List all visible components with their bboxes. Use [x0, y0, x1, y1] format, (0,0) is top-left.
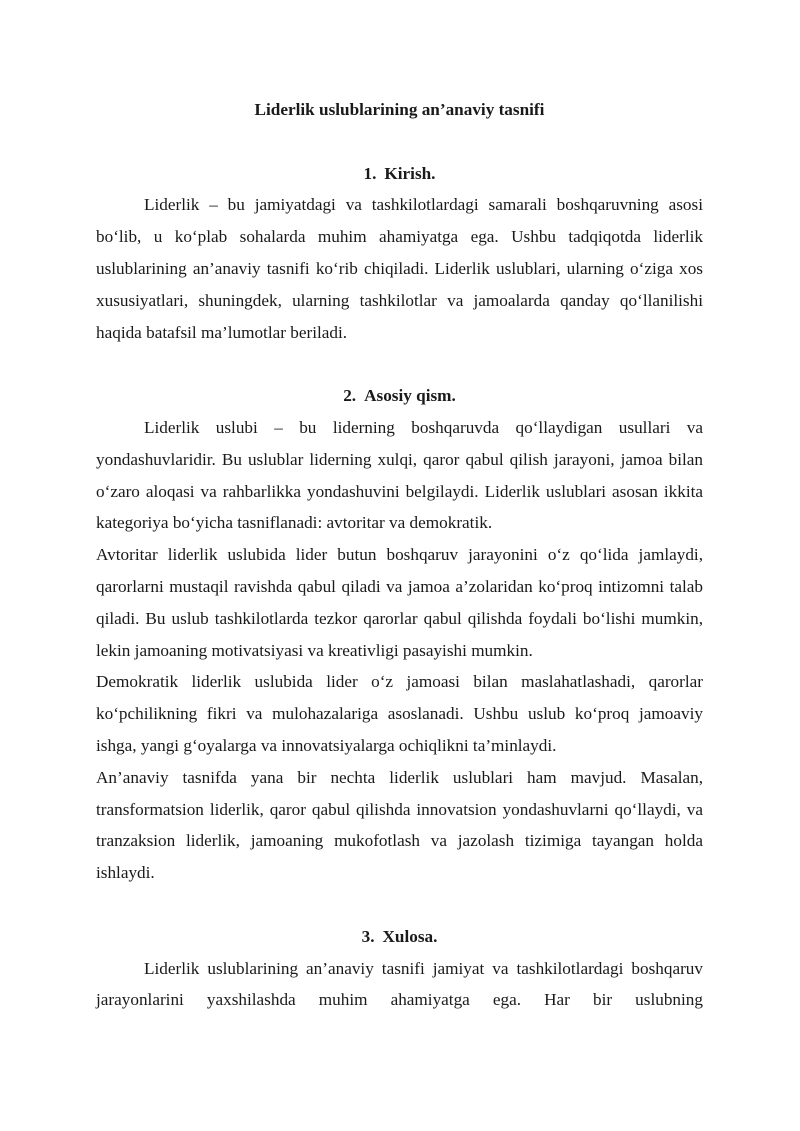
section-heading-kirish	[96, 158, 703, 190]
section-title: Asosiy qism.	[364, 386, 456, 406]
paragraph: Avtoritar liderlik uslubida lider butun boshqaruv jarayonini o‘z qo‘lida jamlaydi, qarorlarni mustaqil ravishda qabul qiladi va jamoa a’zolaridan ko‘proq intizomni talab qiladi. Bu uslub tashkilotlarda tezkor qarorlar qabul qilishda foydali bo‘lishi mumkin, lekin jamoaning motivatsiyasi va kreativligi pasayishi mumkin.	[96, 545, 703, 660]
document-title: Liderlik uslublarining an’anaviy tasnifi	[254, 100, 545, 119]
section-number: 3.	[361, 926, 375, 946]
section-heading-asosiy-qism	[96, 380, 703, 412]
section-number: 2.	[343, 386, 357, 406]
paragraph: Demokratik liderlik uslubida lider o‘z jamoasi bilan maslahatlashadi, qarorlar ko‘pchilikning fikri va mulohazalariga asoslanadi. Ushbu uslub ko‘proq jamoaviy ishga, yangi g‘oyalarga va innovatsiyalarga ochiqlikni ta’minlaydi.	[96, 672, 703, 755]
section-title: Xulosa.	[382, 926, 438, 946]
section-number: 1.	[363, 163, 377, 183]
section-title: Kirish.	[384, 163, 436, 183]
document-body	[96, 94, 703, 1016]
spacer	[96, 348, 703, 380]
spacer	[96, 126, 703, 158]
section-heading-xulosa	[96, 921, 703, 953]
paragraph: Liderlik uslubi – bu liderning boshqaruvda qo‘llaydigan usullari va yondashuvlaridir. Bu uslublar liderning xulqi, qaror qabul qilish jarayoni, jamoa bilan o‘zaro aloqasi va rahbarlikka yondashuvini belgilaydi. Liderlik uslublari asosan ikkita kategoriya bo‘yicha tasniflanadi: avtoritar va demokratik.	[96, 417, 703, 533]
spacer	[96, 889, 703, 921]
paragraph: Liderlik uslublarining an’anaviy tasnifi jamiyat va tashkilotlardagi boshqaruv jarayonlarini yaxshilashda muhim ahamiyatga ega. Har bir uslubning	[96, 958, 703, 1010]
paragraph: Liderlik – bu jamiyatdagi va tashkilotlardagi samarali boshqaruvning asosi bo‘lib, u ko‘plab sohalarda muhim ahamiyatga ega. Ushbu tadqiqotda liderlik uslublarining an’anaviy tasnifi ko‘rib chiqiladi. Liderlik uslublari, ularning o‘ziga xos xususiyatlari, shuningdek, ularning tashkilotlar va jamoalarda qanday qo‘llanilishi haqida batafsil ma’lumotlar beriladi.	[96, 195, 703, 342]
paragraph: An’anaviy tasnifda yana bir nechta liderlik uslublari ham mavjud. Masalan, transformatsion liderlik, qaror qabul qilishda innovatsion yondashuvlarni qo‘llaydi, va tranzaksion liderlik, jamoaning mukofotlash va jazolash tizimiga tayangan holda ishlaydi.	[96, 767, 703, 883]
